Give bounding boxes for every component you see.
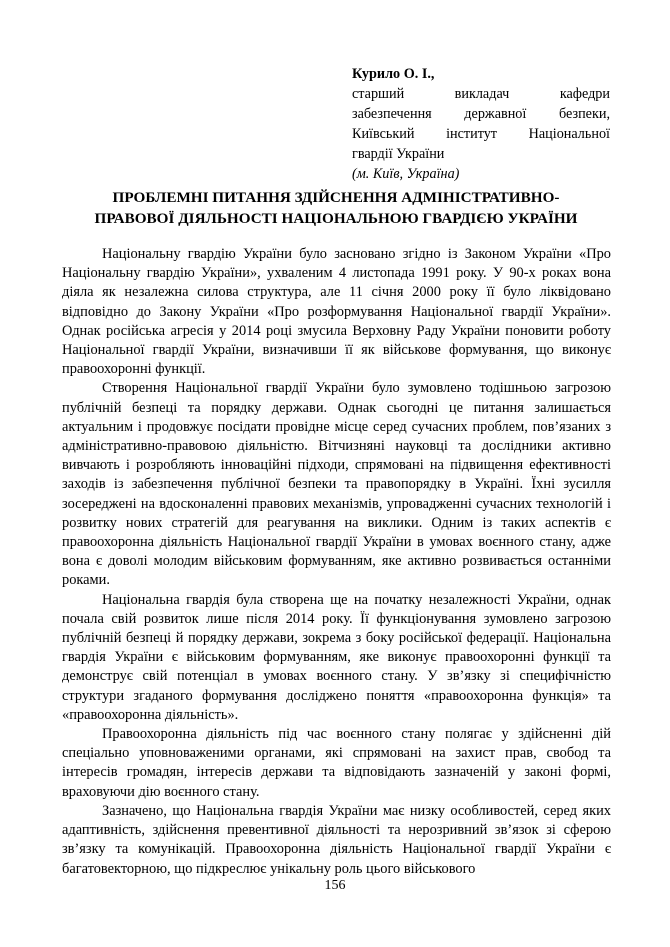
page-number: 156	[324, 878, 346, 893]
paper-title-line-2: ПРАВОВОЇ ДІЯЛЬНОСТІ НАЦІОНАЛЬНОЮ ГВАРДІЄЮ УКРАЇНИ	[94, 210, 578, 227]
paper-title	[62, 187, 610, 229]
paragraph-5: Зазначено, що Національна гвардія України має низку особливостей, серед яких адаптивність, здійснення превентивної діяльності та нерозривний зв’язок зі сферою зв’язку та комунікацій. Правоохоронна діяльність Національної гвардії України є багатовекторною, що підкреслює унікальну роль цього військового	[62, 802, 611, 877]
paragraph-2: Створення Національної гвардії України було зумовлено тодішньою загрозою публічній безпеці та порядку держави. Однак сьогодні це питання залишається актуальним і продовжує посідати провідне місце серед сучасних проблем, пов’язаних з адміністративно-правовою діяльністю. Вітчизняні науковці та дослідники активно вивчають і розробляють інноваційні підходи, спрямовані на підвищення ефективності заходів із забезпечення публічної безпеки та правопорядку в Україні. Їхні зусилля зосереджені на вдосконаленні правових механізмів, упровадженні сучасних технологій і розвитку нових стратегій для реагування на виклики. Одним із таких аспектів є правоохоронна діяльність Національної гвардії України в умовах воєнного стану, адже вона є доволі молодим військовим формуванням, яке активно розвивається останніми роками.	[62, 380, 611, 589]
paragraph-1: Національну гвардію України було засновано згідно із Законом України «Про Національну гвардію України», ухваленим 4 листопада 1991 року. У 90-х роках вона діяла як незалежна силова структура, але 11 січня 2000 року її було ліквідовано відповідно до Закону України «Про розформування Національної гвардії України». Однак російська агресія у 2014 році змусила Верховну Раду України поновити роботу Національної гвардії України, визначивши її як військове формування, що виконує правоохоронні функції.	[62, 246, 611, 378]
author-department-line: забезпечення державної безпеки,	[352, 106, 610, 122]
author-institute-line-2: гвардії України	[352, 146, 445, 162]
paragraph-3: Національна гвардія була створена ще на початку незалежності України, однак почала свій розвиток лише після 2014 року. Її функціонування зумовлено загрозою публічній безпеці й порядку держави, зокрема з боку російської федерації. Національна гвардія України є військовим формуванням, яке виконує правоохоронні функції та демонструє свій потенціал в умовах воєнного стану. У зв’язку зі специфічністю структури згаданого формування досліджено поняття «правоохоронна функція» та «правоохоронна діяльність».	[62, 591, 611, 723]
author-block	[352, 64, 610, 184]
author-institute-line: Київський інститут Національної	[352, 126, 610, 142]
body-text	[62, 245, 611, 879]
paragraph-4: Правоохоронна діяльність під час воєнного стану полягає у здійсненні дій спеціально уповноваженими органами, які спрямовані на захист прав, свобод та інтересів громадян, інтересів держави та відповідають зазначеній у законі формі, враховуючи дію воєнного стану.	[62, 726, 611, 800]
author-name: Курило О. І.,	[352, 66, 435, 82]
author-position-line: старший викладач кафедри	[352, 86, 610, 102]
paper-title-line-1: ПРОБЛЕМНІ ПИТАННЯ ЗДІЙСНЕННЯ АДМІНІСТРАТИВНО-	[112, 189, 560, 206]
author-city: (м. Київ, Україна)	[352, 166, 460, 182]
